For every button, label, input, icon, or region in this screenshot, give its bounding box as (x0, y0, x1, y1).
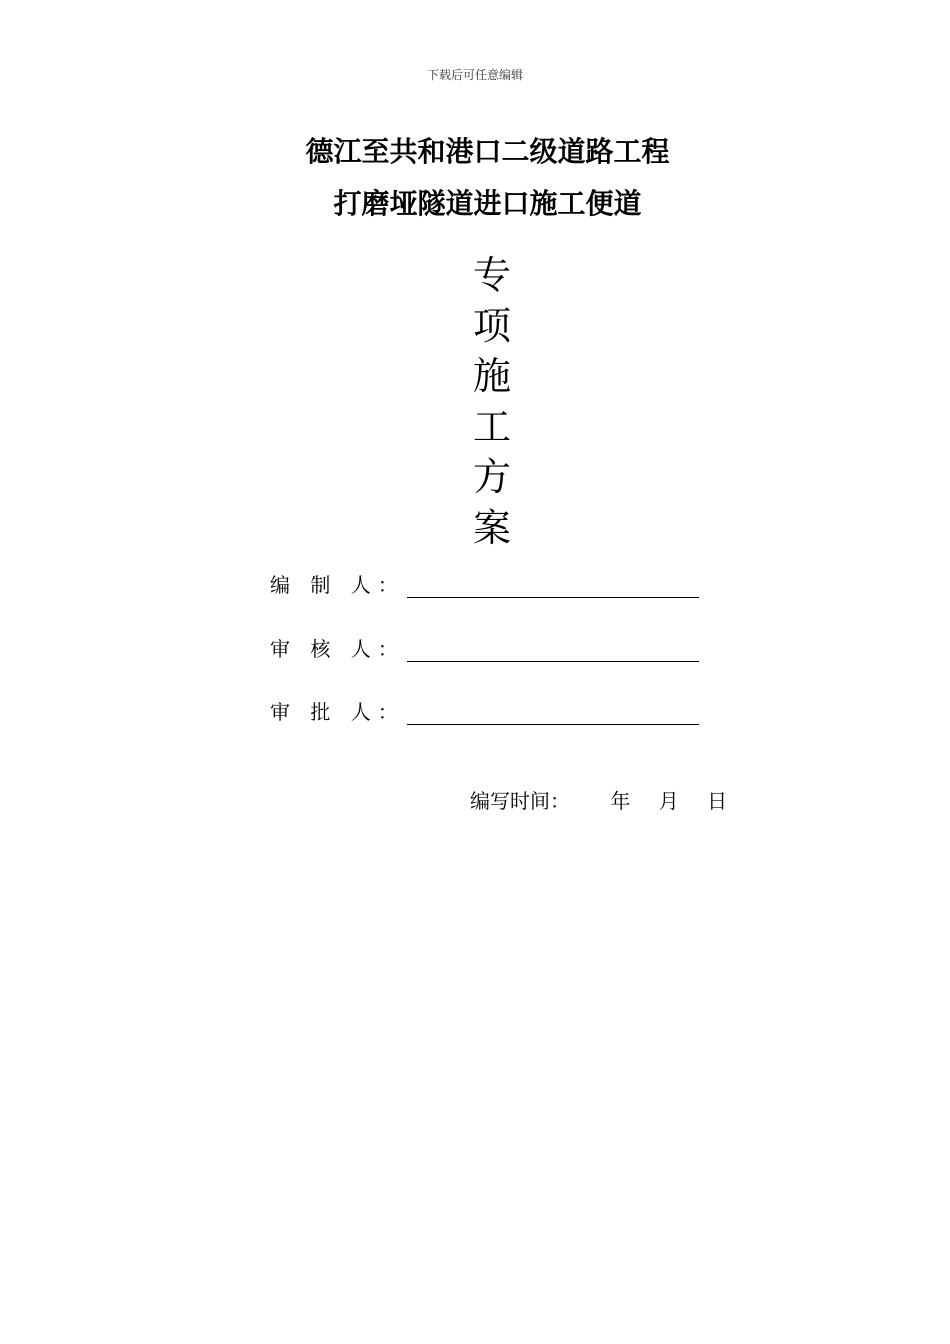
document-type-char: 工 (472, 404, 511, 449)
approver-row (270, 695, 699, 725)
document-type-char: 专 (472, 253, 511, 297)
year-label: 年 (610, 789, 631, 813)
day-label: 日 (707, 789, 728, 813)
compile-date-row (470, 785, 727, 814)
project-subtitle: 打磨垭隧道进口施工便道 (333, 187, 642, 220)
approver-signature-line[interactable] (407, 700, 699, 725)
reviewer-row (270, 632, 699, 662)
approver-label: 审 批 人： (270, 700, 405, 724)
document-type-title (462, 250, 522, 553)
month-label: 月 (658, 789, 679, 813)
document-type-char: 施 (472, 354, 511, 398)
header-note: 下载后可任意编辑 (426, 68, 523, 82)
project-title: 德江至共和港口二级道路工程 (305, 135, 670, 168)
document-type-char: 项 (472, 303, 511, 348)
reviewer-label: 审 核 人： (270, 637, 405, 661)
document-type-char: 方 (472, 455, 511, 499)
document-type-char: 案 (472, 505, 511, 550)
compiler-label: 编 制 人： (270, 573, 405, 597)
reviewer-signature-line[interactable] (407, 637, 699, 662)
compiler-row (270, 568, 699, 598)
compile-date-label: 编写时间： (470, 789, 570, 813)
compiler-signature-line[interactable] (407, 573, 699, 598)
